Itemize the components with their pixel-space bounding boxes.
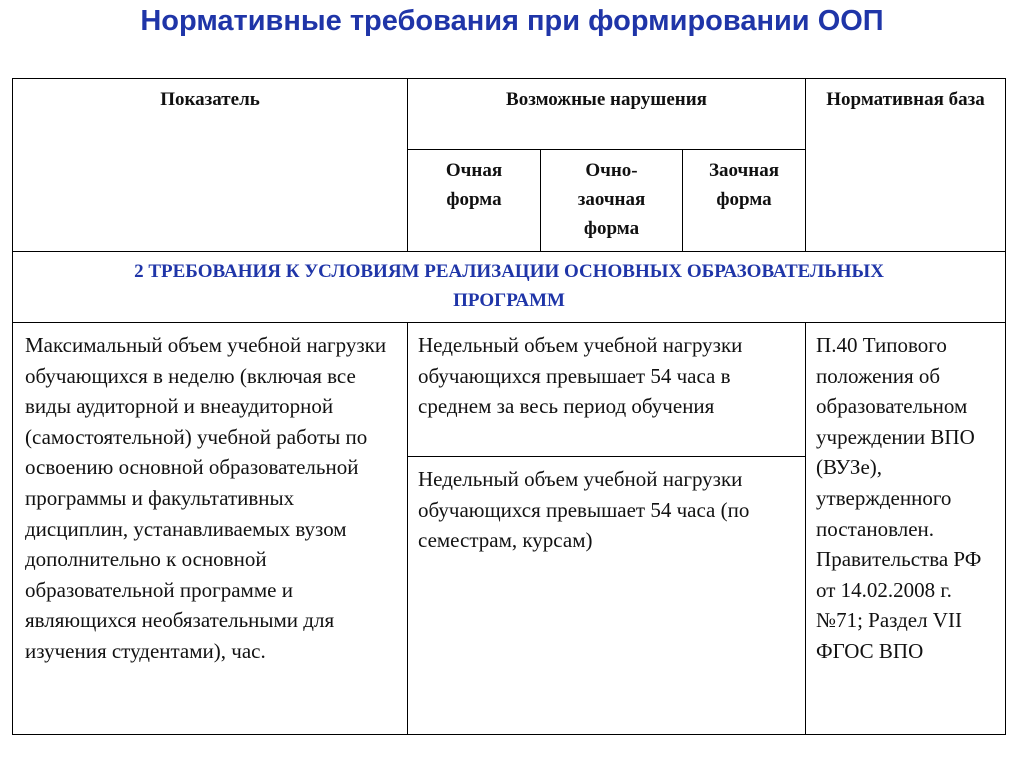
- violation-cell-2: Недельный объем учебной нагрузки обучающихся превышает 54 часа (по семестрам, курсам): [408, 457, 806, 735]
- requirements-table: [12, 78, 1006, 735]
- section-row: [13, 252, 1006, 323]
- header-row: [13, 79, 1006, 150]
- header-violations: Возможные нарушения: [408, 79, 806, 150]
- normative-base-cell: П.40 Типового положения об образовательном учреждении ВПО (ВУЗе), утвержденного постановлен. Правительства РФ от 14.02.2008 г. №71; Раздел VII ФГОС ВПО: [806, 323, 1006, 735]
- header-full-time: Очная форма: [408, 150, 541, 252]
- header-distance: Заочная форма: [683, 150, 806, 252]
- header-part-time: Очно-заочная форма: [541, 150, 683, 252]
- header-indicator: Показатель: [13, 79, 408, 252]
- page-title: Нормативные требования при формировании ООП: [140, 5, 884, 37]
- violation-cell-1: Недельный объем учебной нагрузки обучающихся превышает 54 часа в среднем за весь период обучения: [408, 323, 806, 457]
- header-normative-base: Нормативная база: [806, 79, 1006, 252]
- section-title: 2 ТРЕБОВАНИЯ К УСЛОВИЯМ РЕАЛИЗАЦИИ ОСНОВНЫХ ОБРАЗОВАТЕЛЬНЫХ ПРОГРАММ: [13, 252, 1006, 323]
- table-row: [13, 323, 1006, 457]
- indicator-cell: Максимальный объем учебной нагрузки обучающихся в неделю (включая все виды аудиторной и внеаудиторной (самостоятельной) учебной работы по освоению основной образовательной программы и факультативных дисциплин, устанавливаемых вузом дополнительно к основной образовательной программе и являющихся необязательными для изучения студентами), час.: [13, 323, 408, 735]
